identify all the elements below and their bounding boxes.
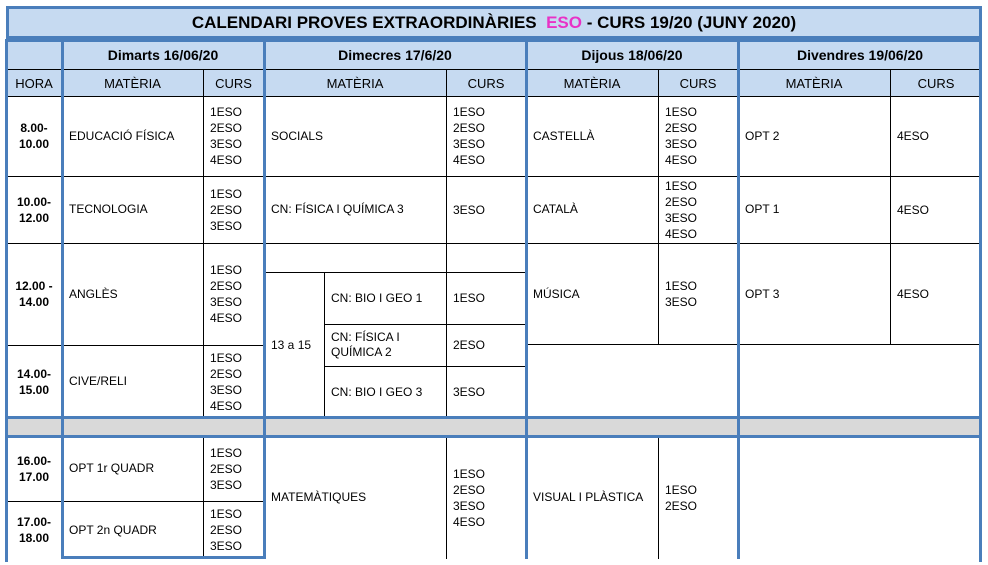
course-cell: 1ESO 2ESO 3ESO 4ESO xyxy=(210,105,243,167)
curs-header: CURS xyxy=(679,75,717,91)
course-cell: 1ESO 2ESO 3ESO xyxy=(210,445,243,492)
course-cell: 1ESO 2ESO 3ESO 4ESO xyxy=(665,105,698,167)
title-highlight: ESO xyxy=(546,12,582,32)
hour-cell: 12.00 - 14.00 xyxy=(15,279,53,309)
day-header-dijous: Dijous 18/06/20 xyxy=(581,47,683,63)
subject-cell: CATALÀ xyxy=(533,202,578,216)
subject-cell: MATEMÀTIQUES xyxy=(271,490,367,504)
subject-cell: TECNOLOGIA xyxy=(69,202,148,216)
subject-cell: CASTELLÀ xyxy=(533,128,595,143)
title-suffix: - CURS 19/20 (JUNY 2020) xyxy=(581,12,797,32)
subject-cell: OPT 2n QUADR xyxy=(69,522,157,537)
subject-cell: OPT 2 xyxy=(745,128,780,143)
course-cell: 1ESO 2ESO 3ESO 4ESO xyxy=(210,263,243,325)
course-cell: 3ESO xyxy=(453,202,486,217)
subject-cell: EDUCACIÓ FÍSICA xyxy=(69,128,175,143)
materia-header: MATÈRIA xyxy=(785,75,843,91)
materia-header: MATÈRIA xyxy=(563,75,621,91)
course-cell: 1ESO 2ESO 3ESO 4ESO xyxy=(665,178,698,241)
course-cell: 3ESO xyxy=(453,385,486,399)
hora-header: HORA xyxy=(15,75,53,91)
course-cell: 1ESO 2ESO 3ESO xyxy=(210,507,243,553)
course-cell: 1ESO 2ESO 3ESO 4ESO xyxy=(453,466,486,529)
course-cell: 1ESO 2ESO xyxy=(665,482,698,513)
curs-header: CURS xyxy=(467,75,505,91)
subject-cell: MÚSICA xyxy=(533,286,580,301)
day-header-dimarts: Dimarts 16/06/20 xyxy=(107,47,219,63)
day-header-dimecres: Dimecres 17/6/20 xyxy=(338,47,452,63)
calendar-title xyxy=(6,6,982,39)
day-header-divendres: Divendres 19/06/20 xyxy=(796,47,924,63)
curs-header: CURS xyxy=(917,75,955,91)
break-separator xyxy=(6,418,982,436)
course-cell: 1ESO 2ESO 3ESO xyxy=(210,186,243,233)
subject-cell: CN: FÍSICA I QUÍMICA 3 xyxy=(271,202,404,216)
course-cell: 4ESO xyxy=(897,287,930,301)
materia-header: MATÈRIA xyxy=(104,75,161,91)
hour-cell: 10.00- 12.00 xyxy=(16,194,52,225)
subject-cell: CIVE/RELI xyxy=(69,374,128,388)
title-prefix: CALENDARI PROVES EXTRAORDINÀRIES xyxy=(191,12,547,32)
course-cell: 4ESO xyxy=(897,129,930,143)
subject-cell: VISUAL I PLÀSTICA xyxy=(533,490,644,504)
course-cell: 1ESO 2ESO 3ESO 4ESO xyxy=(210,350,243,413)
subject-cell: CN: FÍSICA I QUÍMICA 2 xyxy=(331,330,400,359)
subject-cell: OPT 3 xyxy=(745,286,780,301)
subject-cell: SOCIALS xyxy=(271,128,324,143)
subject-cell: ANGLÈS xyxy=(69,286,118,301)
course-cell: 1ESO 3ESO xyxy=(665,279,698,309)
hour-cell: 8.00- 10.00 xyxy=(18,121,50,151)
hour-cell: 14.00- 15.00 xyxy=(16,366,52,397)
subject-cell: CN: BIO I GEO 3 xyxy=(331,384,423,399)
time-slot-cell: 13 a 15 xyxy=(271,337,312,352)
hour-cell: 17.00- 18.00 xyxy=(16,515,52,545)
curs-header: CURS xyxy=(215,75,252,91)
course-cell: 1ESO xyxy=(453,291,486,305)
course-cell: 1ESO 2ESO 3ESO 4ESO xyxy=(453,105,486,167)
course-cell: 2ESO xyxy=(453,338,486,352)
subject-cell: OPT 1r QUADR xyxy=(69,461,155,475)
subject-cell: CN: BIO I GEO 1 xyxy=(331,290,423,305)
subject-cell: OPT 1 xyxy=(745,202,780,216)
course-cell: 4ESO xyxy=(897,202,930,217)
hour-cell: 16.00- 17.00 xyxy=(16,453,52,484)
materia-header: MATÈRIA xyxy=(326,75,384,91)
